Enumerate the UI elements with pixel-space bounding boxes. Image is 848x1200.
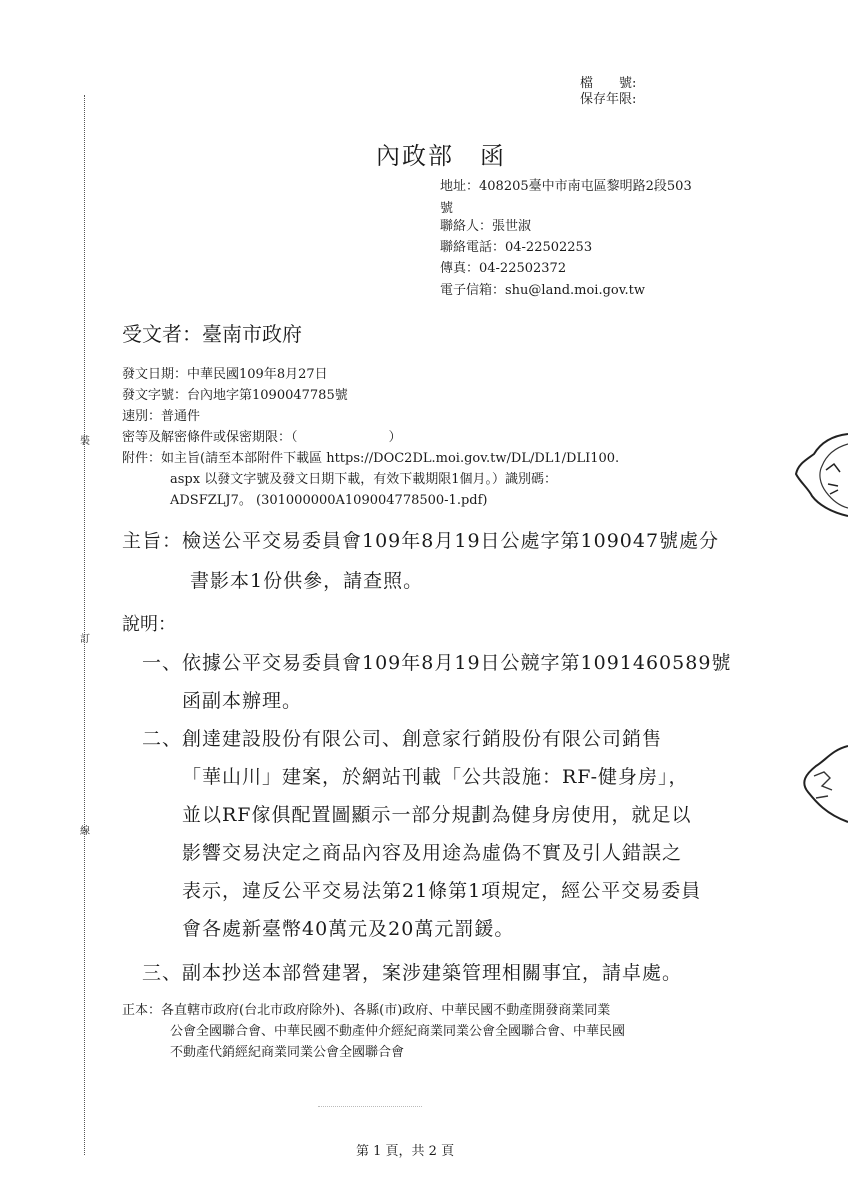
page-number: 第 1 頁，共 2 頁 [356, 1144, 455, 1159]
page-title: 內政部 函 [376, 142, 506, 170]
binding-dotted-line [84, 95, 85, 1155]
explanation-item1-line2: 函副本辦理。 [182, 690, 303, 712]
scan-artifact-line [318, 1106, 422, 1107]
meta-date: 發文日期：中華民國109年8月27日 [122, 367, 328, 382]
cc-line3: 不動產代銷經紀商業同業公會全國聯合會 [170, 1045, 405, 1060]
recipient: 受文者：臺南市政府 [122, 322, 302, 346]
subject-line1: 主旨：檢送公平交易委員會109年8月19日公處字第109047號處分 [122, 530, 720, 552]
contact-email: 電子信箱：shu@land.moi.gov.tw [440, 283, 646, 298]
contact-phone: 聯絡電話：04-22502253 [440, 240, 593, 255]
explanation-item1-line1: 一、依據公平交易委員會109年8月19日公競字第1091460589號 [142, 652, 732, 674]
contact-fax: 傳真：04-22502372 [440, 261, 567, 276]
binding-mark-ding: 訂 [80, 634, 90, 645]
archive-retention: 保存年限: [580, 92, 637, 107]
meta-secrecy: 密等及解密條件或保密期限：（ ） [122, 430, 402, 445]
explanation-item2-line2: 「華山川」建案，於網站刊載「公共設施：RF-健身房」， [182, 766, 689, 788]
subject-line2: 書影本1份供參，請查照。 [190, 570, 424, 592]
contact-person: 聯絡人：張世淑 [440, 219, 532, 234]
meta-attachment-line3: ADSFZLJ7。 (301000000A109004778500-1.pdf) [170, 493, 488, 508]
explanation-label: 說明： [122, 614, 176, 635]
explanation-item2-line3: 並以RF傢俱配置圖顯示一部分規劃為健身房使用，就足以 [182, 804, 692, 826]
meta-attachment-line1: 附件：如主旨(請至本部附件下載區 https://DOC2DL.moi.gov.tw/DL/DL1/DLI100. [122, 451, 620, 466]
cc-line2: 公會全國聯合會、中華民國不動產仲介經紀商業同業公會全國聯合會、中華民國 [170, 1024, 626, 1039]
explanation-item2-line1: 二、創達建設股份有限公司、創意家行銷股份有限公司銷售 [142, 728, 663, 750]
archive-file-no: 檔 號: [580, 76, 637, 91]
explanation-item2-line6: 會各處新臺幣40萬元及20萬元罰鍰。 [182, 918, 515, 940]
seal-stamp-icon [786, 742, 848, 826]
explanation-item3: 三、副本抄送本部營建署，案涉建築管理相關事宜，請卓處。 [142, 962, 683, 984]
binding-mark-xian: 線 [80, 826, 90, 837]
contact-address-line1: 地址：408205臺中市南屯區黎明路2段503 [440, 179, 692, 194]
meta-speed: 速別：普通件 [122, 409, 201, 424]
contact-address-line2: 號 [440, 201, 454, 216]
explanation-item2-line4: 影響交易決定之商品內容及用途為虛偽不實及引人錯誤之 [182, 842, 683, 864]
meta-number: 發文字號：台內地字第1090047785號 [122, 388, 348, 403]
binding-mark-zhuang: 裝 [80, 436, 90, 447]
explanation-item2-line5: 表示，違反公平交易法第21條第1項規定，經公平交易委員 [182, 880, 702, 902]
seal-stamp-icon [760, 430, 848, 520]
cc-line1: 正本：各直轄市政府(台北市政府除外)、各縣(市)政府、中華民國不動產開發商業同業 [122, 1003, 611, 1018]
meta-attachment-line2: aspx 以發文字號及發文日期下載，有效下載期限1個月。）識別碼： [170, 472, 557, 487]
